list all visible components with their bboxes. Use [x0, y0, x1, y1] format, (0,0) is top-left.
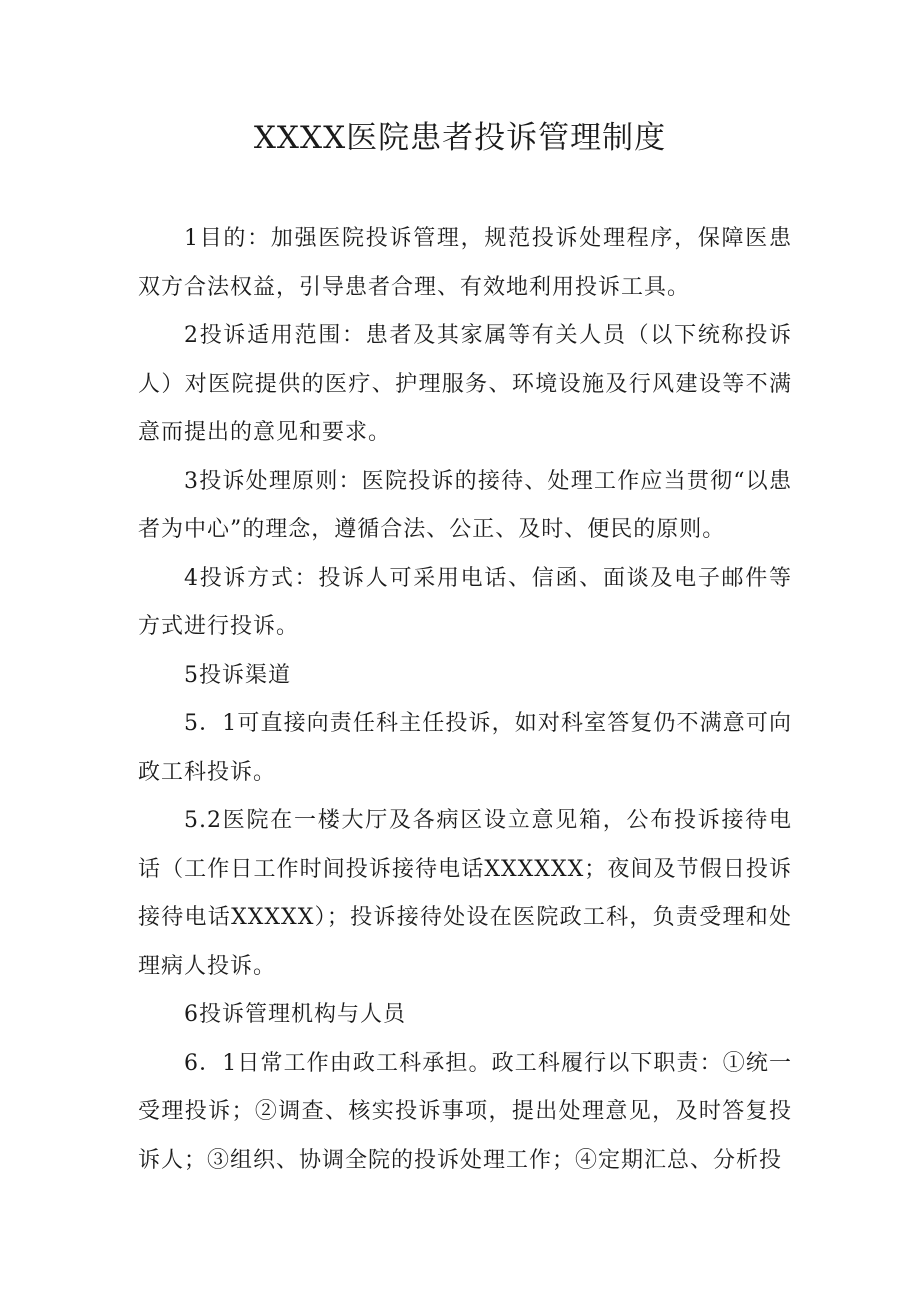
document-title: XXXX医院患者投诉管理制度 — [253, 120, 667, 156]
paragraph-channel-5-2: 5.2医院在一楼大厅及各病区设立意见箱，公布投诉接待电话（工作日工作时间投诉接待电话XXXXXX；夜间及节假日投诉接待电话XXXXX）；投诉接待处设在医院政工科，负责受理和处理病人投诉。 — [138, 808, 792, 979]
paragraph-principles: 3投诉处理原则：医院投诉的接待、处理工作应当贯彻“以患者为中心”的理念，遵循合法、公正、及时、便民的原则。 — [138, 468, 792, 542]
document-body — [138, 215, 792, 1185]
paragraph-organization-6-1: 6．1日常工作由政工科承担。政工科履行以下职责：①统一受理投诉；②调查、核实投诉事项，提出处理意见，及时答复投诉人；③组织、协调全院的投诉处理工作；④定期汇总、分析投 — [138, 1050, 792, 1173]
paragraph-channel-5-1: 5．1可直接向责任科主任投诉，如对科室答复仍不满意可向政工科投诉。 — [138, 711, 792, 785]
paragraph-channels-heading: 5投诉渠道 — [184, 662, 291, 688]
paragraph-methods: 4投诉方式：投诉人可采用电话、信函、面谈及电子邮件等方式进行投诉。 — [138, 565, 792, 639]
paragraph-organization-heading: 6投诉管理机构与人员 — [184, 1002, 406, 1027]
paragraph-purpose: 1目的：加强医院投诉管理，规范投诉处理程序，保障医患双方合法权益，引导患者合理、有效地利用投诉工具。 — [138, 226, 792, 300]
paragraph-scope: 2投诉适用范围：患者及其家属等有关人员（以下统称投诉人）对医院提供的医疗、护理服务、环境设施及行风建设等不满意而提出的意见和要求。 — [138, 323, 792, 445]
